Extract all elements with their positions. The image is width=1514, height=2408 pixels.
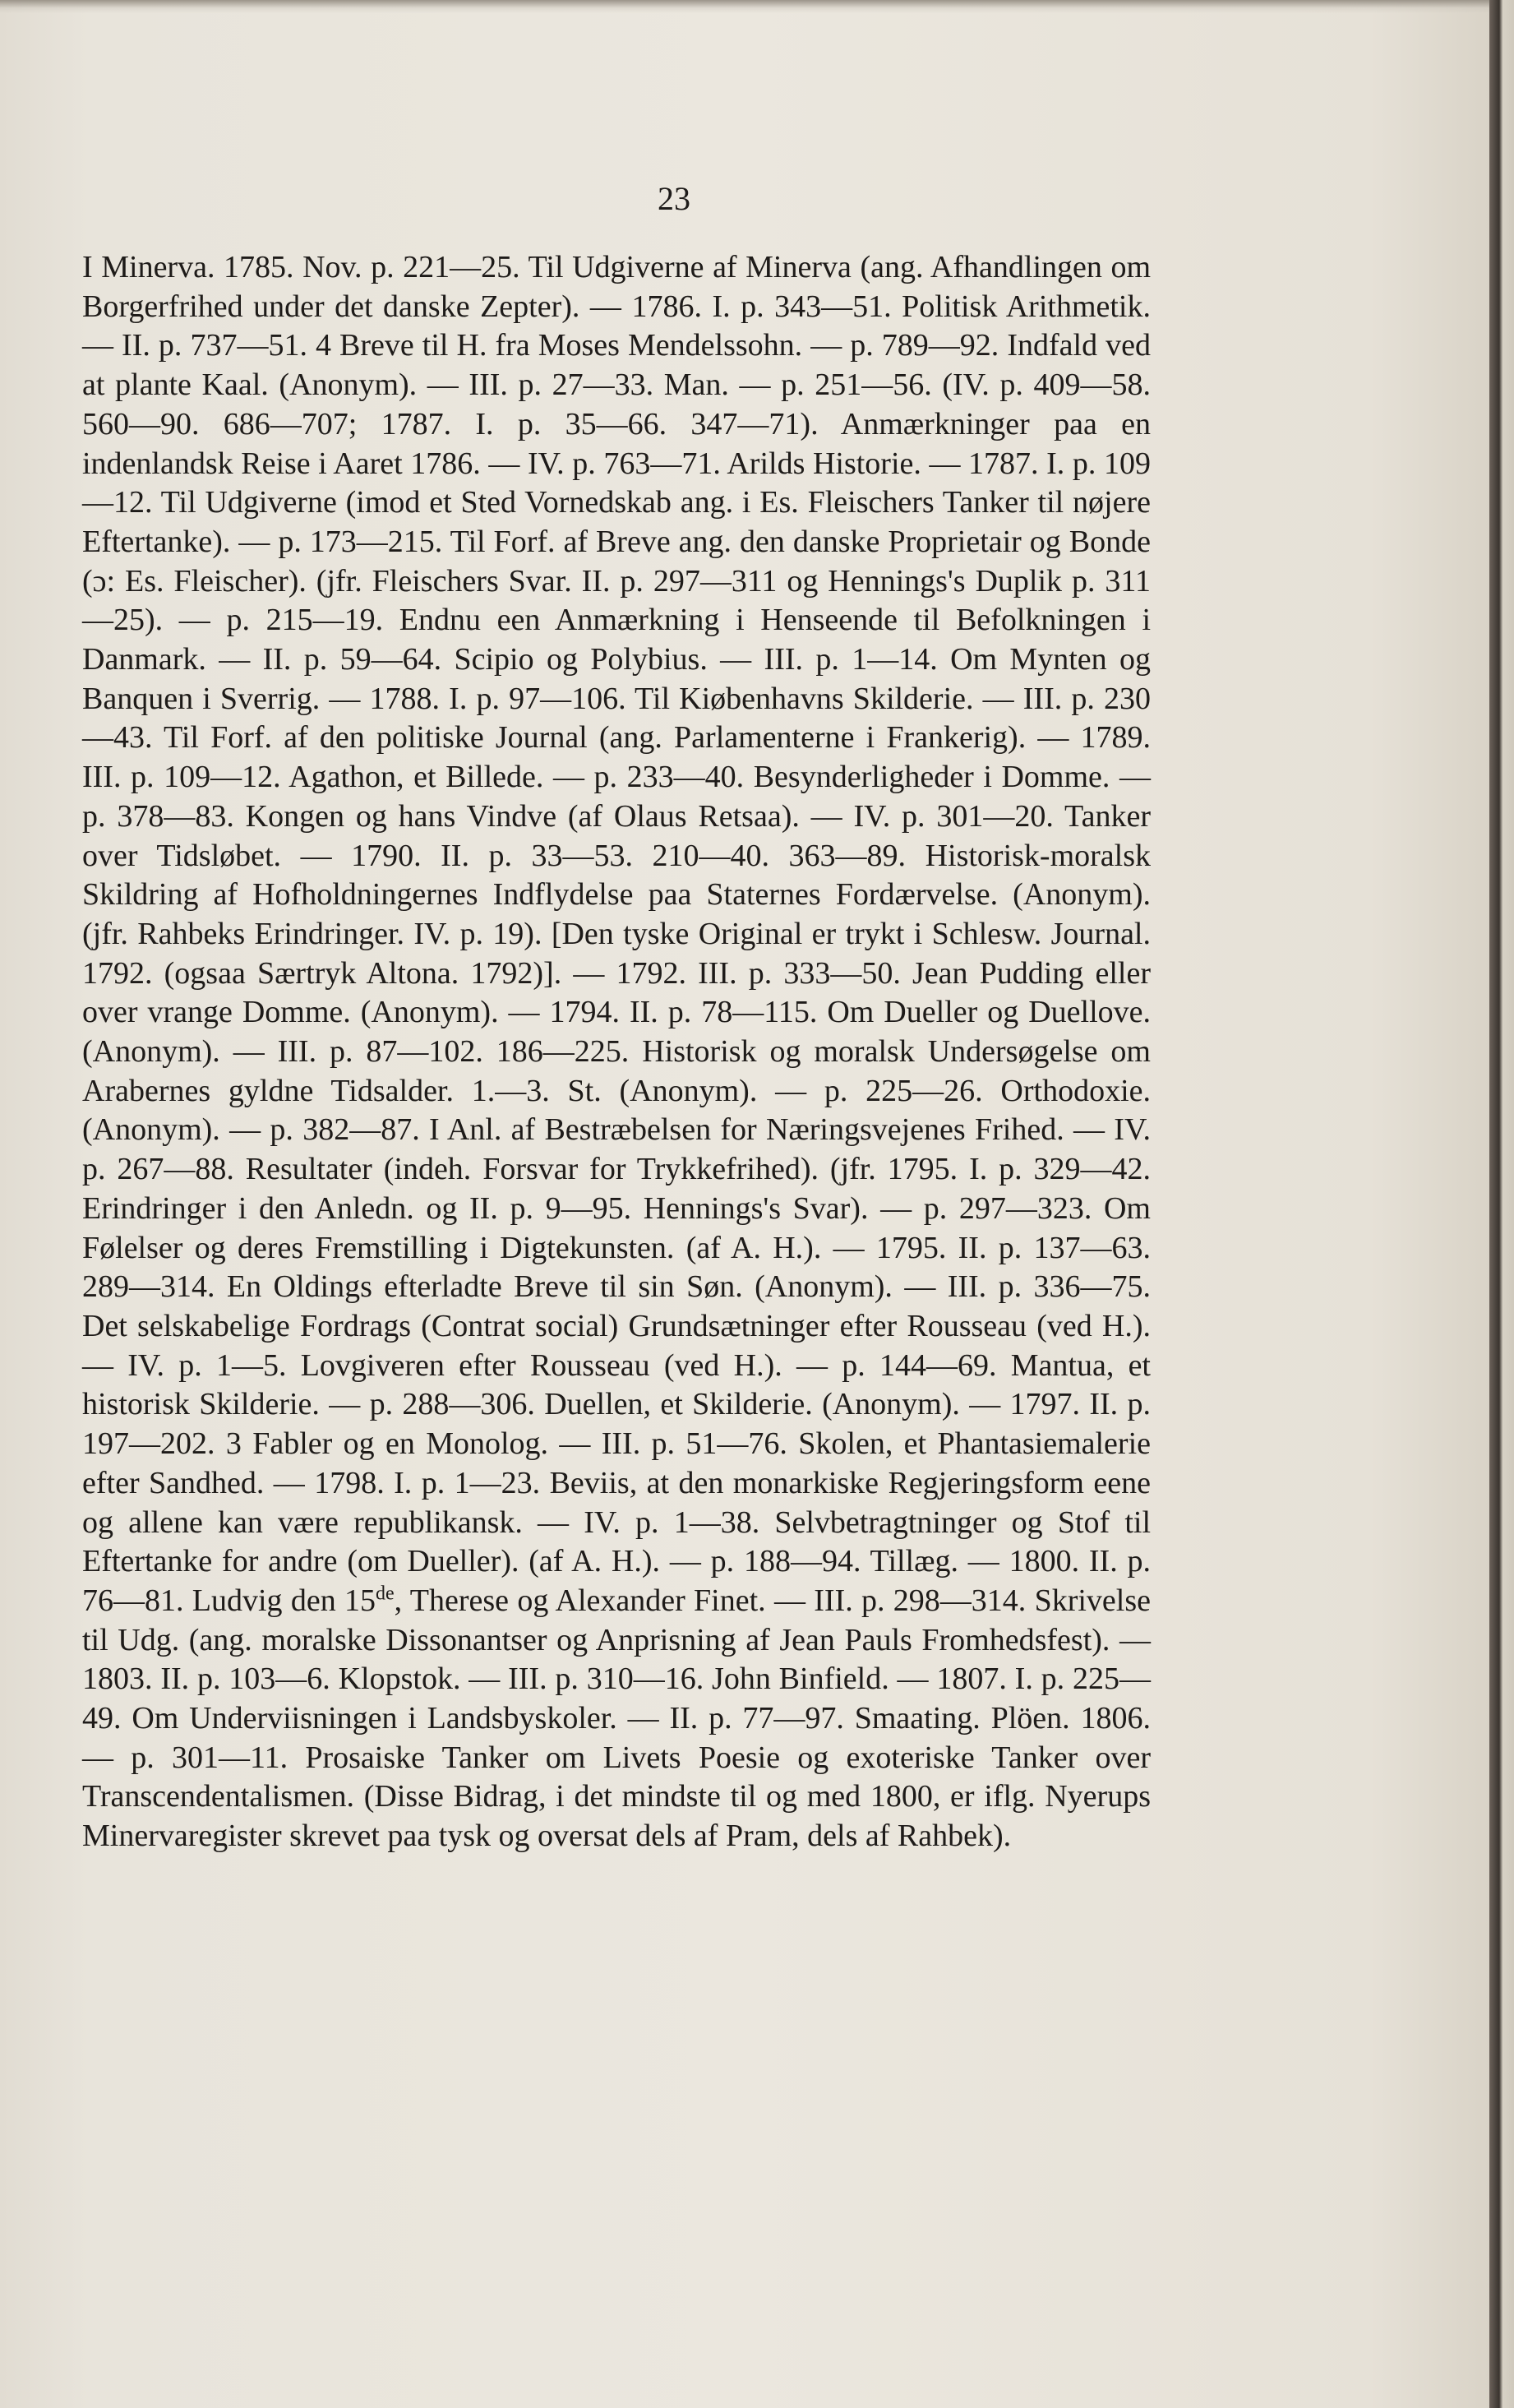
ordinal-superscript: de [376, 1583, 395, 1605]
body-text-part-1: I Minerva. 1785. Nov. p. 221—25. Til Udgiverne af Minerva (ang. Afhandlingen om Borgerfrihed under det danske Zepter). — 1786. I. p. 343—51. Politisk Arithmetik. — II. p. 737—51. 4 Breve til H. fra Moses Mendelssohn. — p. 789—92. Indfald ved at plante Kaal. (Anonym). — III. p. 27—33. Man. — p. 251—56. (IV. p. 409—58. 560—90. 686—707; 1787. I. p. 35—66. 347—71). Anmærkninger paa en indenlandsk Reise i Aaret 1786. — IV. p. 763—71. Arilds Historie. — 1787. I. p. 109—12. Til Udgiverne (imod et Sted Vornedskab ang. i Es. Fleischers Tanker til nøjere Eftertanke). — p. 173—215. Til Forf. af Breve ang. den danske Proprietair og Bonde (ɔ: Es. Fleischer). (jfr. Fleischers Svar. II. p. 297—311 og Hennings's Duplik p. 311—25). — p. 215—19. Endnu een Anmærkning i Henseende til Befolkningen i Danmark. — II. p. 59—64. Scipio og Polybius. — III. p. 1—14. Om Mynten og Banquen i Sverrig. — 1788. I. p. 97—106. Til Kiøbenhavns Skilderie. — III. p. 230—43. Til Forf. af den politiske Journal (ang. Parlamenterne i Frankerig). — 1789. III. p. 109—12. Agathon, et Billede. — p. 233—40. Besynderligheder i Domme. — p. 378—83. Kongen og hans Vindve (af Olaus Retsaa). — IV. p. 301—20. Tanker over Tidsløbet. — 1790. II. p. 33—53. 210—40. 363—89. Historisk-moralsk Skildring af Hofholdningernes Indflydelse paa Staternes Fordærvelse. (Anonym). (jfr. Rahbeks Erindringer. IV. p. 19). [Den tyske Original er trykt i Schlesw. Journal. 1792. (ogsaa Særtryk Altona. 1792)]. — 1792. III. p. 333—50. Jean Pudding eller over vrange Domme. (Anonym). — 1794. II. p. 78—115. Om Dueller og Duellove. (Anonym). — III. p. 87—102. 186—225. Historisk og moralsk Undersøgelse om Arabernes gyldne Tidsalder. 1.—3. St. (Anonym). — p. 225—26. Orthodoxie. (Anonym). — p. 382—87. I Anl. af Bestræbelsen for Næringsvejenes Frihed. — IV. p. 267—88. Resultater (indeh. Forsvar for Trykkefrihed). (jfr. 1795. I. p. 329—42. Erindringer i den Anledn. og II. p. 9—95. Hennings's Svar). — p. 297—323. Om Følelser og deres Fremstilling i Digtekunsten. (af A. H.). — 1795. II. p. 137—63. 289—314. En Oldings efterladte Breve til sin Søn. (Anonym). — III. p. 336—75. Det selskabelige Fordrags (Contrat social) Grundsætninger efter Rousseau (ved H.). — IV. p. 1—5. Lovgiveren efter Rousseau (ved H.). — p. 144—69. Mantua, et historisk Skilderie. — p. 288—306. Duellen, et Skilderie. (Anonym). — 1797. II. p. 197—202. 3 Fabler og en Monolog. — III. p. 51—76. Skolen, et Phantasiemalerie efter Sandhed. — 1798. I. p. 1—23. Beviis, at den monarkiske Regjeringsform eene og allene kan være republikansk. — IV. p. 1—38. Selvbetragtninger og Stof til Eftertanke for andre (om Dueller). (af A. H.). — p. 188—94. Tillæg. — 1800. II. p. 76—81. Ludvig den 15 [82, 250, 1151, 1618]
body-paragraph [82, 248, 1151, 1856]
page-number: 23 [658, 180, 690, 217]
top-edge-shadow [0, 0, 1489, 13]
page-right-edge [1489, 0, 1514, 2408]
body-text-part-2: , Therese og Alexander Finet. — III. p. 298—314. Skrivelse til Udg. (ang. moralske Dissonantser og Anprisning af Jean Pauls Fromhedsfest). — 1803. II. p. 103—6. Klopstok. — III. p. 310—16. John Binfield. — 1807. I. p. 225—49. Om Underviisningen i Landsbyskoler. — II. p. 77—97. Smaating. Plöen. 1806. — p. 301—11. Prosaiske Tanker om Livets Poesie og exoteriske Tanker over Transcendentalismen. (Disse Bidrag, i det mindste til og med 1800, er iflg. Nyerups Minervaregister skrevet paa tysk og oversat dels af Pram, dels af Rahbek). [82, 1583, 1151, 1854]
